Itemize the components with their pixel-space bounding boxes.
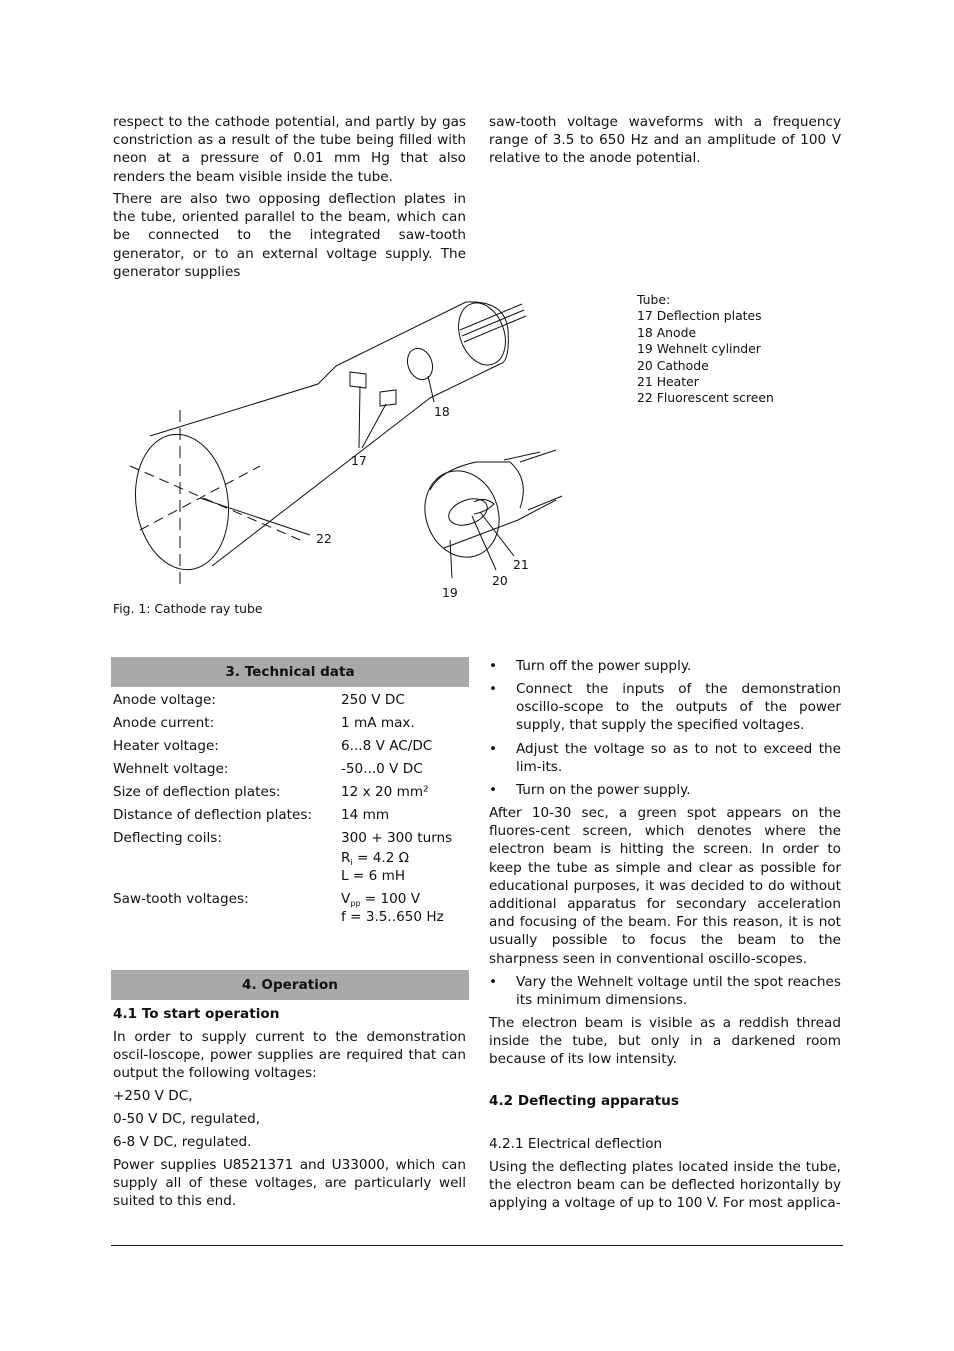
tech-label: Distance of deflection plates: bbox=[113, 807, 313, 823]
voltage-item: 6-8 V DC, regulated. bbox=[113, 1134, 252, 1150]
intro-paragraph-3: saw-tooth voltage waveforms with a frequency range of 3.5 to 650 Hz and an amplitude of 100 V relative to the anode potential. bbox=[489, 114, 841, 167]
tech-label: Size of deflection plates: bbox=[113, 784, 281, 800]
legend-item: 20 Cathode bbox=[637, 357, 709, 373]
tech-value: 6...8 V AC/DC bbox=[341, 738, 433, 754]
resistance-symbol: R bbox=[341, 850, 351, 866]
tech-label: Deflecting coils: bbox=[113, 830, 222, 846]
subheading-start-operation: 4.1 To start operation bbox=[113, 1006, 280, 1022]
right-paragraph-3: Using the deflecting plates located inside the tube, the electron beam can be deflected horizontally by applying a voltage of up to 100 V. For most applica- bbox=[489, 1159, 841, 1212]
tech-label: Heater voltage: bbox=[113, 738, 219, 754]
tech-label: Anode current: bbox=[113, 715, 215, 731]
tech-value: -50...0 V DC bbox=[341, 761, 423, 777]
intro-paragraph-1: respect to the cathode potential, and partly by gas constriction as a result of the tube being filled with neon at a pressure of 0.01 mm Hg that also renders the beam visible inside the tube. bbox=[113, 114, 466, 185]
intro-paragraph-2: There are also two opposing deflection plates in the tube, oriented parallel to the beam, which can be connected to the integrated saw-tooth generator, or to an external voltage supply. The generator supplies bbox=[113, 191, 466, 280]
operation-paragraph-1: In order to supply current to the demonstration oscil-loscope, power supplies are required that can output the following voltages: bbox=[113, 1029, 466, 1082]
label-22: 22 bbox=[316, 531, 332, 546]
tech-value: 250 V DC bbox=[341, 692, 405, 708]
section-heading-technical-data: 3. Technical data bbox=[111, 657, 469, 687]
bullet-item bbox=[489, 781, 841, 799]
tech-value: 1 mA max. bbox=[341, 715, 415, 731]
legend-item: Tube: bbox=[637, 292, 671, 307]
bullet-text: Connect the inputs of the demonstration oscillo-scope to the outputs of the power supply, that supply the specified voltages. bbox=[516, 681, 841, 734]
bullet-dot: • bbox=[489, 741, 498, 757]
resistance-value: = 4.2 Ω bbox=[352, 850, 410, 866]
voltage-item: +250 V DC, bbox=[113, 1088, 193, 1104]
label-18: 18 bbox=[434, 404, 450, 419]
subheading-deflecting-apparatus: 4.2 Deflecting apparatus bbox=[489, 1093, 679, 1109]
bullet-text: Vary the Wehnelt voltage until the spot reaches its minimum dimensions. bbox=[516, 974, 841, 1009]
label-21: 21 bbox=[513, 557, 529, 572]
subheading-electrical-deflection: 4.2.1 Electrical deflection bbox=[489, 1136, 663, 1152]
tech-value: 12 x 20 mm² bbox=[341, 784, 429, 800]
resistance-subscript: i bbox=[350, 858, 353, 867]
tech-label: Wehnelt voltage: bbox=[113, 761, 229, 777]
vpp-symbol: V bbox=[341, 891, 351, 907]
right-paragraph-1: After 10-30 sec, a green spot appears on the fluores-cent screen, which denotes where the electron beam is hitting the screen. In order to keep the tube as simple and clear as possible for educational purposes, it was decided to do without additional apparatus for secondary acceleration and focusing of the beam. For this reason, it is not usually possible to focus the beam to the sharpness seen in conventional oscillo-scopes. bbox=[489, 805, 841, 967]
bullet-text: Turn on the power supply. bbox=[516, 782, 691, 798]
bullet-item bbox=[489, 657, 841, 675]
legend-item: 21 Heater bbox=[637, 374, 699, 390]
vpp-subscript: pp bbox=[350, 899, 361, 908]
bullet-dot: • bbox=[489, 782, 498, 798]
cathode-ray-tube-figure bbox=[0, 0, 954, 640]
voltage-item: 0-50 V DC, regulated, bbox=[113, 1111, 261, 1127]
footer-rule bbox=[111, 1245, 843, 1246]
tech-value: 14 mm bbox=[341, 807, 390, 823]
label-20: 20 bbox=[492, 573, 508, 588]
operation-paragraph-2: Power supplies U8521371 and U33000, which can supply all of these voltages, are particularly well suited to this end. bbox=[113, 1157, 466, 1210]
section-heading-operation: 4. Operation bbox=[111, 970, 469, 1000]
label-17: 17 bbox=[351, 453, 367, 468]
bullet-item bbox=[489, 740, 841, 776]
tech-value-inductance: L = 6 mH bbox=[341, 868, 406, 884]
bullet-text: Turn off the power supply. bbox=[516, 658, 692, 674]
right-paragraph-2: The electron beam is visible as a reddish thread inside the tube, but only in a darkened room because of its low intensity. bbox=[489, 1015, 841, 1068]
legend-item: 18 Anode bbox=[637, 324, 697, 340]
vpp-value: = 100 V bbox=[360, 891, 421, 907]
tech-value-frequency: f = 3.5..650 Hz bbox=[341, 909, 444, 925]
legend-item: 19 Wehnelt cylinder bbox=[637, 341, 761, 357]
bullet-text: Adjust the voltage so as to not to exceed the lim-its. bbox=[516, 741, 841, 776]
figure-caption: Fig. 1: Cathode ray tube bbox=[113, 601, 263, 616]
tech-value: 300 + 300 turns bbox=[341, 830, 453, 846]
bullet-dot: • bbox=[489, 658, 498, 674]
bullet-dot: • bbox=[489, 681, 498, 697]
bullet-dot: • bbox=[489, 974, 498, 990]
label-19: 19 bbox=[442, 585, 458, 600]
bullet-item bbox=[489, 680, 841, 735]
bullet-item bbox=[489, 973, 841, 1009]
tech-label: Anode voltage: bbox=[113, 692, 216, 708]
legend-item: 17 Deflection plates bbox=[637, 308, 762, 324]
figure-legend bbox=[637, 292, 774, 407]
legend-item: 22 Fluorescent screen bbox=[637, 390, 774, 406]
tech-label: Saw-tooth voltages: bbox=[113, 891, 249, 907]
